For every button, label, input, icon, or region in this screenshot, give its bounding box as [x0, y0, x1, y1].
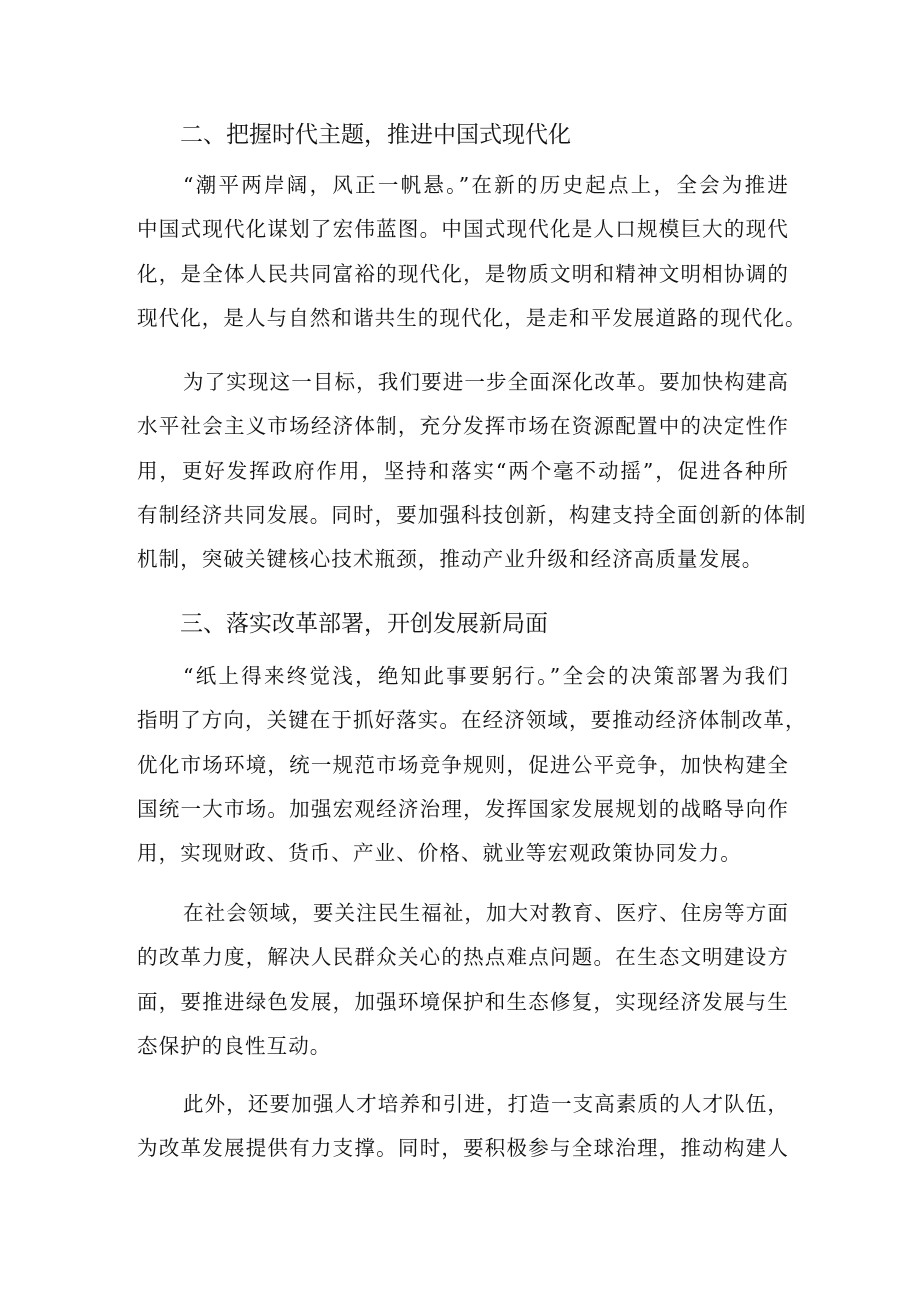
paragraph-line: 在社会领域，要关注民生福祉，加大对教育、医疗、住房等方面: [183, 901, 789, 925]
section-heading-3: 三、落实改革部署，开创发展新局面: [180, 611, 548, 637]
paragraph-line: 此外，还要加强人才培养和引进，打造一支高素质的人才队伍，: [183, 1092, 789, 1116]
paragraph-line: 为了实现这一目标，我们要进一步全面深化改革。要加快构建高: [183, 370, 789, 394]
paragraph-line: 面，要推进绿色发展，加强环境保护和生态修复，实现经济发展与生: [137, 989, 789, 1014]
paragraph-4: [137, 891, 789, 1068]
paragraph-line: 用，实现财政、货币、产业、价格、就业等宏观政策协同发力。: [137, 841, 742, 866]
section-heading-2: 二、把握时代主题，推进中国式现代化: [180, 122, 571, 148]
paragraph-1: [137, 163, 807, 340]
paragraph-line: 中国式现代化谋划了宏伟蓝图。中国式现代化是人口规模巨大的现代: [137, 217, 789, 242]
paragraph-line: 化，是全体人民共同富裕的现代化，是物质文明和精神文明相协调的: [137, 261, 789, 286]
paragraph-line: 有制经济共同发展。同时，要加强科技创新，构建支持全面创新的体制: [137, 502, 807, 527]
paragraph-2: [137, 360, 807, 581]
paragraph-line: 用，更好发挥政府作用，坚持和落实“两个毫不动摇”，促进各种所: [137, 458, 789, 483]
paragraph-line: 国统一大市场。加强宏观经济治理，发挥国家发展规划的战略导向作: [137, 796, 789, 821]
paragraph-3: [137, 654, 807, 875]
paragraph-line: 指明了方向，关键在于抓好落实。在经济领域，要推动经济体制改革，: [137, 708, 807, 733]
paragraph-line: “潮平两岸阔，风正一帆悬。”在新的历史起点上，全会为推进: [183, 173, 789, 197]
paragraph-line: 现代化，是人与自然和谐共生的现代化，是走和平发展道路的现代化。: [137, 305, 807, 330]
paragraph-line: 机制，突破关键核心技术瓶颈，推动产业升级和经济高质量发展。: [137, 547, 764, 572]
paragraph-line: 优化市场环境，统一规范市场竞争规则，促进公平竞争，加快构建全: [137, 752, 789, 777]
paragraph-line: 态保护的良性互动。: [137, 1033, 332, 1058]
paragraph-line: 为改革发展提供有力支撑。同时，要积极参与全球治理，推动构建人: [137, 1136, 789, 1161]
paragraph-5: [137, 1082, 789, 1171]
paragraph-line: 水平社会主义市场经济体制，充分发挥市场在资源配置中的决定性作: [137, 414, 789, 439]
paragraph-line: “纸上得来终觉浅，绝知此事要躬行。”全会的决策部署为我们: [183, 664, 789, 688]
paragraph-line: 的改革力度，解决人民群众关心的热点难点问题。在生态文明建设方: [137, 945, 789, 970]
